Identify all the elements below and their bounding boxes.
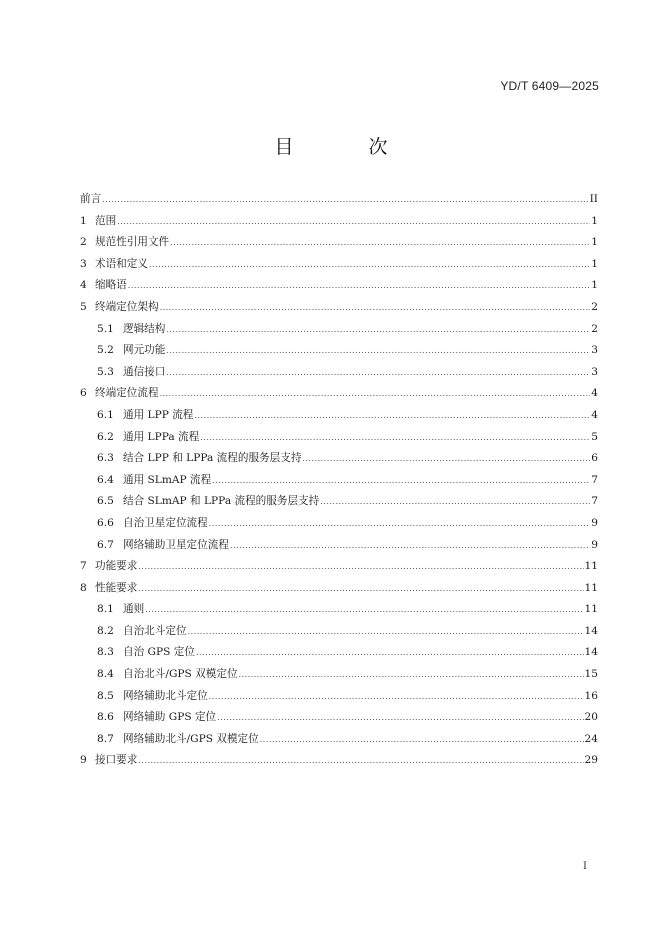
- toc-entry-title: 自治北斗/GPS 双模定位: [123, 668, 238, 681]
- page-title: 目 次: [274, 136, 416, 158]
- toc-dot-leader: [138, 578, 583, 600]
- toc-dot-leader: [138, 750, 583, 772]
- toc-entry-title: 自治北斗定位: [123, 624, 187, 637]
- toc-entry-number: 6.7: [97, 538, 114, 551]
- toc-dot-leader: [160, 297, 591, 319]
- toc-dot-leader: [160, 383, 591, 405]
- toc-dot-leader: [200, 427, 590, 449]
- toc-dot-leader: [149, 254, 590, 276]
- toc-entry-number: 8.4: [97, 668, 114, 681]
- toc-entry-number: 8.1: [97, 603, 114, 616]
- toc-entry[interactable]: [80, 621, 598, 643]
- toc-entry[interactable]: [80, 750, 598, 772]
- toc-entry[interactable]: [80, 254, 598, 276]
- toc-entry-number: 8: [80, 581, 87, 594]
- toc-dot-leader: [188, 621, 584, 643]
- toc-dot-leader: [117, 211, 590, 233]
- toc-entry-title: 术语和定义: [95, 257, 148, 270]
- toc-dot-leader: [260, 729, 584, 751]
- toc-dot-leader: [166, 362, 590, 384]
- toc-entry[interactable]: [80, 578, 598, 600]
- toc-dot-leader: [138, 556, 583, 578]
- toc-entry-title: 性能要求: [95, 581, 138, 594]
- toc-entry-number: 6.5: [97, 495, 114, 508]
- toc-entry-page: 9: [591, 516, 598, 529]
- toc-entry-number: 5.3: [97, 365, 114, 378]
- toc-entry-page: 14: [584, 646, 598, 659]
- toc-entry-title: 前言: [80, 193, 102, 205]
- toc-entry-number: 5.1: [97, 322, 114, 335]
- toc-entry-number: 8.5: [97, 689, 114, 702]
- toc-dot-leader: [209, 513, 591, 535]
- toc-entry-number: 8.2: [97, 624, 114, 637]
- toc-entry-page: 11: [584, 603, 598, 616]
- table-of-contents: [80, 189, 598, 772]
- toc-entry-title: 接口要求: [95, 754, 138, 767]
- toc-entry[interactable]: [80, 189, 598, 211]
- toc-entry-page: 2: [591, 322, 598, 335]
- toc-entry[interactable]: [80, 686, 598, 708]
- toc-entry-number: 6.4: [97, 473, 114, 486]
- toc-entry-title: 通用 SLmAP 流程: [123, 473, 212, 486]
- toc-entry-page: 9: [591, 538, 598, 551]
- toc-dot-leader: [145, 599, 583, 621]
- toc-entry-title: 网元功能: [123, 344, 166, 357]
- toc-entry[interactable]: [80, 383, 598, 405]
- toc-entry-number: 6.3: [97, 452, 114, 465]
- toc-entry[interactable]: [80, 729, 598, 751]
- toc-entry-page: 11: [584, 560, 598, 573]
- toc-entry-number: 1: [80, 214, 87, 227]
- toc-dot-leader: [209, 686, 584, 708]
- toc-dot-leader: [196, 642, 584, 664]
- toc-entry-number: 6.2: [97, 430, 114, 443]
- toc-entry[interactable]: [80, 599, 598, 621]
- toc-entry-page: 1: [591, 279, 598, 292]
- toc-entry-number: 9: [80, 754, 87, 767]
- toc-dot-leader: [166, 340, 590, 362]
- toc-entry-title: 结合 SLmAP 和 LPPa 流程的服务层支持: [123, 495, 320, 508]
- toc-entry[interactable]: [80, 340, 598, 362]
- toc-entry-page: 20: [584, 711, 598, 724]
- toc-entry-number: 8.3: [97, 646, 114, 659]
- toc-entry-title: 通用 LPPa 流程: [123, 430, 200, 443]
- toc-entry-page: 1: [591, 257, 598, 270]
- toc-entry-title: 网络辅助北斗定位: [123, 689, 208, 702]
- toc-dot-leader: [217, 707, 583, 729]
- toc-entry-number: 2: [80, 236, 87, 249]
- toc-entry-number: 6.1: [97, 408, 114, 421]
- toc-entry[interactable]: [80, 211, 598, 233]
- toc-entry-number: 6.6: [97, 516, 114, 529]
- toc-entry[interactable]: [80, 664, 598, 686]
- toc-dot-leader: [212, 470, 590, 492]
- toc-entry-number: 6: [80, 387, 87, 400]
- toc-dot-leader: [302, 448, 590, 470]
- toc-entry-title: 终端定位架构: [95, 300, 159, 313]
- toc-dot-leader: [128, 275, 590, 297]
- toc-entry-page: 2: [591, 300, 598, 313]
- toc-entry-page: 29: [584, 754, 598, 767]
- toc-entry[interactable]: [80, 642, 598, 664]
- toc-entry-title: 自治卫星定位流程: [123, 516, 208, 529]
- toc-entry[interactable]: [80, 470, 598, 492]
- toc-entry-page: 1: [591, 236, 598, 249]
- toc-entry-title: 通用 LPP 流程: [123, 408, 194, 421]
- toc-entry[interactable]: [80, 405, 598, 427]
- toc-entry[interactable]: [80, 232, 598, 254]
- toc-entry-number: 8.6: [97, 711, 114, 724]
- toc-entry-number: 5.2: [97, 344, 114, 357]
- toc-entry-title: 逻辑结构: [123, 322, 166, 335]
- toc-dot-leader: [194, 405, 590, 427]
- toc-entry-number: 4: [80, 279, 87, 292]
- toc-entry-number: 3: [80, 257, 87, 270]
- toc-entry-page: II: [589, 193, 598, 205]
- toc-entry[interactable]: [80, 275, 598, 297]
- page-number: I: [583, 861, 587, 872]
- toc-entry-title: 功能要求: [95, 560, 138, 573]
- toc-entry[interactable]: [80, 362, 598, 384]
- toc-entry-number: 5: [80, 300, 87, 313]
- toc-entry-title: 通则: [123, 603, 145, 616]
- toc-dot-leader: [166, 319, 590, 341]
- toc-entry-page: 5: [591, 430, 598, 443]
- toc-entry[interactable]: [80, 707, 598, 729]
- toc-entry-title: 通信接口: [123, 365, 166, 378]
- toc-entry-title: 规范性引用文件: [95, 236, 170, 249]
- toc-entry-page: 24: [584, 732, 598, 745]
- toc-entry[interactable]: [80, 427, 598, 449]
- toc-entry-title: 网络辅助北斗/GPS 双模定位: [123, 732, 259, 745]
- toc-entry[interactable]: [80, 491, 598, 513]
- toc-entry-page: 16: [584, 689, 598, 702]
- toc-entry-page: 1: [591, 214, 598, 227]
- toc-dot-leader: [230, 535, 590, 557]
- toc-entry-page: 3: [591, 365, 598, 378]
- toc-entry-title: 终端定位流程: [95, 387, 159, 400]
- toc-entry[interactable]: [80, 448, 598, 470]
- toc-entry-page: 14: [584, 624, 598, 637]
- toc-entry[interactable]: [80, 319, 598, 341]
- toc-entry-page: 7: [591, 473, 598, 486]
- toc-dot-leader: [239, 664, 584, 686]
- toc-entry-title: 结合 LPP 和 LPPa 流程的服务层支持: [123, 452, 302, 465]
- toc-entry[interactable]: [80, 513, 598, 535]
- toc-entry-page: 6: [591, 452, 598, 465]
- toc-entry-page: 7: [591, 495, 598, 508]
- toc-entry-number: 8.7: [97, 732, 114, 745]
- document-code: YD/T 6409—2025: [500, 79, 599, 93]
- toc-entry-page: 4: [591, 408, 598, 421]
- toc-entry-page: 4: [591, 387, 598, 400]
- toc-entry-title: 自治 GPS 定位: [123, 646, 195, 659]
- toc-entry-title: 网络辅助卫星定位流程: [123, 538, 229, 551]
- toc-entry-page: 11: [584, 581, 598, 594]
- toc-dot-leader: [320, 491, 590, 513]
- toc-entry-page: 15: [584, 668, 598, 681]
- toc-dot-leader: [170, 232, 590, 254]
- toc-entry-title: 缩略语: [95, 279, 127, 292]
- toc-entry-page: 3: [591, 344, 598, 357]
- toc-entry-number: 7: [80, 560, 87, 573]
- toc-entry-title: 网络辅助 GPS 定位: [123, 711, 217, 724]
- toc-entry[interactable]: [80, 556, 598, 578]
- toc-dot-leader: [102, 189, 588, 211]
- toc-entry[interactable]: [80, 535, 598, 557]
- toc-entry-title: 范围: [95, 214, 117, 227]
- toc-entry[interactable]: [80, 297, 598, 319]
